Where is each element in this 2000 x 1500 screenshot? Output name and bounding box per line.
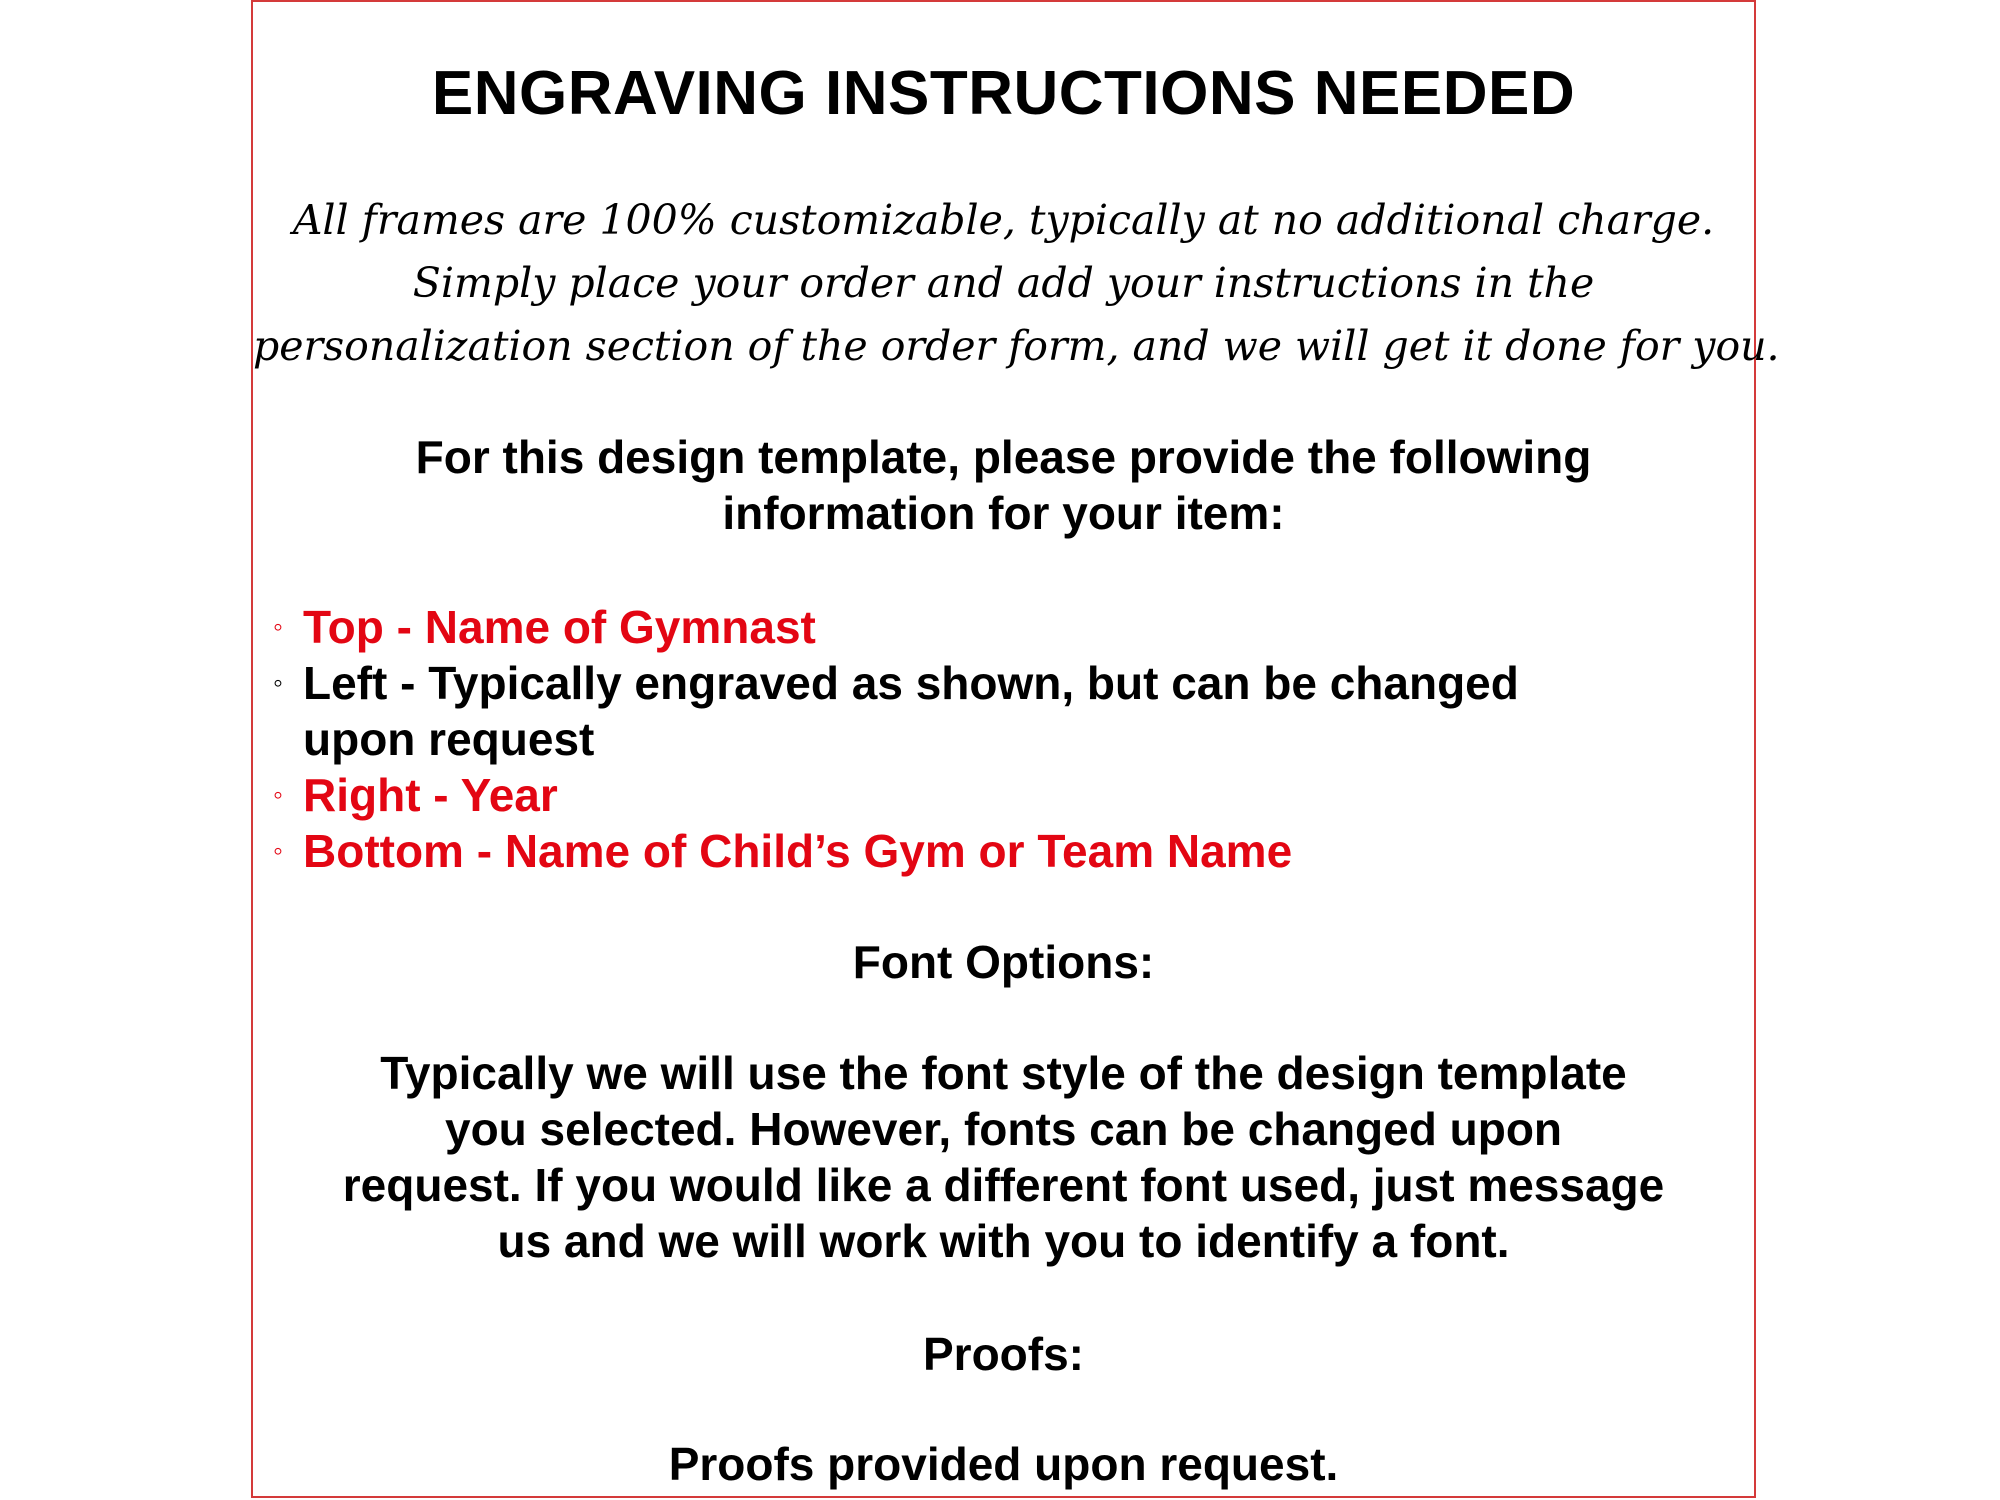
proofs-text: Proofs provided upon request. bbox=[668, 1438, 1339, 1490]
bullet-icon: ◦ bbox=[273, 779, 283, 810]
list-item-text: Top - Name of Gymnast bbox=[303, 601, 816, 653]
list-item-text: Right - Year bbox=[303, 769, 558, 821]
customization-note bbox=[253, 189, 1780, 378]
list-item-right bbox=[273, 767, 1734, 823]
font-options-line: us and we will work with you to identify a font. bbox=[497, 1215, 1510, 1267]
bullet-icon: ◦ bbox=[273, 667, 283, 698]
proofs-heading: Proofs: bbox=[923, 1328, 1084, 1380]
list-item-text: Left - Typically engraved as shown, but can be changed bbox=[303, 657, 1519, 709]
customization-note-line: Simply place your order and add your instructions in the bbox=[412, 259, 1595, 307]
intro-line: For this design template, please provide the following bbox=[415, 431, 1592, 483]
bullet-icon: ◦ bbox=[273, 611, 283, 642]
bullet-icon: ◦ bbox=[273, 835, 283, 866]
font-options-line: Typically we will use the font style of the design template bbox=[380, 1047, 1627, 1099]
list-item-left bbox=[273, 655, 1734, 767]
customization-note-line: All frames are 100% customizable, typically at no additional charge. bbox=[292, 196, 1715, 244]
font-options-heading: Font Options: bbox=[852, 936, 1155, 988]
intro-line: information for your item: bbox=[722, 487, 1285, 539]
instructions-card bbox=[251, 0, 1780, 1498]
intro-text bbox=[253, 429, 1754, 541]
page-title: ENGRAVING INSTRUCTIONS NEEDED bbox=[431, 59, 1576, 128]
font-options-text bbox=[253, 1045, 1754, 1269]
list-item-bottom bbox=[273, 823, 1734, 879]
list-item-text-continued: upon request bbox=[303, 713, 595, 765]
engraving-fields-list bbox=[273, 599, 1734, 879]
customization-note-line: personalization section of the order form, and we will get it done for you. bbox=[253, 322, 1780, 370]
font-options-line: request. If you would like a different font used, just message bbox=[342, 1159, 1665, 1211]
list-item-text: Bottom - Name of Child’s Gym or Team Name bbox=[303, 825, 1293, 877]
font-options-line: you selected. However, fonts can be changed upon bbox=[444, 1103, 1563, 1155]
list-item-top bbox=[273, 599, 1734, 655]
